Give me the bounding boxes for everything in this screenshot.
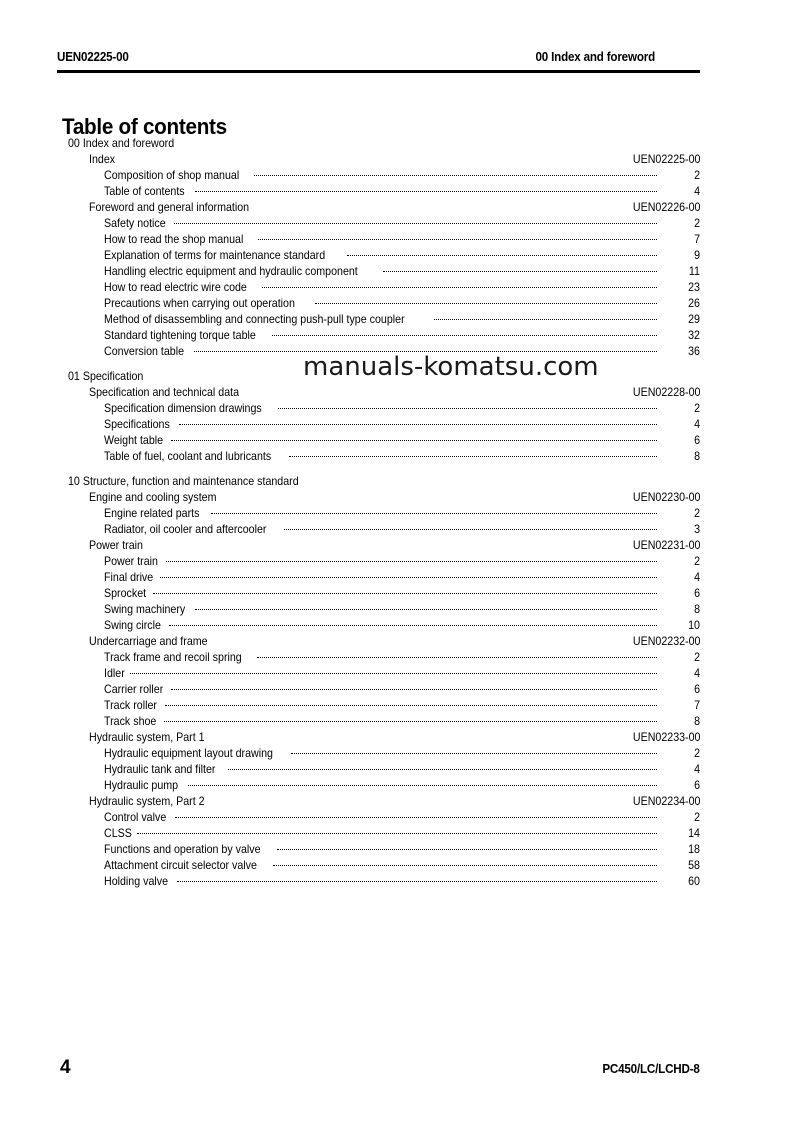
toc-form-code: UEN02232-00	[632, 635, 700, 648]
toc-entry-page-number: 2	[694, 217, 700, 230]
toc-subsection-label: Hydraulic system, Part 2	[89, 795, 205, 808]
toc-entry[interactable]	[0, 746, 793, 762]
toc-entry-label: Composition of shop manual	[104, 169, 240, 182]
watermark-text: manuals-komatsu.com	[303, 352, 599, 382]
toc-entry-page-number: 4	[694, 418, 700, 431]
toc-leader-dots	[195, 191, 657, 192]
table-of-contents	[0, 136, 793, 890]
toc-entry-page-number: 7	[694, 699, 700, 712]
toc-entry-label: Carrier roller	[104, 683, 164, 696]
toc-entry-page-number: 14	[688, 827, 700, 840]
toc-subsection-label: Power train	[89, 539, 143, 552]
toc-entry-label: Final drive	[104, 571, 154, 584]
toc-entry-page-number: 10	[688, 619, 700, 632]
toc-entry[interactable]	[0, 570, 793, 586]
toc-entry-page-number: 8	[694, 603, 700, 616]
toc-entry[interactable]	[0, 586, 793, 602]
toc-entry[interactable]	[0, 714, 793, 730]
toc-leader-dots	[262, 287, 657, 288]
toc-entry-page-number: 4	[694, 185, 700, 198]
toc-entry[interactable]	[0, 506, 793, 522]
toc-leader-dots	[171, 440, 657, 441]
toc-entry[interactable]	[0, 296, 793, 312]
toc-entry[interactable]	[0, 602, 793, 618]
toc-subsection-heading[interactable]	[0, 490, 793, 506]
toc-entry-label: Table of fuel, coolant and lubricants	[104, 450, 272, 463]
toc-entry-label: Functions and operation by valve	[104, 843, 261, 856]
toc-entry[interactable]	[0, 762, 793, 778]
toc-subsection-label: Index	[89, 153, 116, 166]
toc-leader-dots	[195, 609, 657, 610]
toc-leader-dots	[254, 175, 657, 176]
toc-leader-dots	[188, 785, 657, 786]
toc-entry[interactable]	[0, 417, 793, 433]
toc-leader-dots	[171, 689, 657, 690]
toc-entry-page-number: 9	[694, 249, 700, 262]
toc-leader-dots	[273, 865, 657, 866]
toc-entry[interactable]	[0, 554, 793, 570]
toc-entry-page-number: 7	[694, 233, 700, 246]
toc-entry-page-number: 4	[694, 763, 700, 776]
toc-subsection-label: Undercarriage and frame	[89, 635, 208, 648]
toc-leader-dots	[291, 753, 657, 754]
toc-entry[interactable]	[0, 826, 793, 842]
toc-entry-page-number: 6	[694, 683, 700, 696]
toc-entry[interactable]	[0, 650, 793, 666]
toc-entry-label: Safety notice	[104, 217, 166, 230]
toc-leader-dots	[284, 529, 657, 530]
toc-entry-page-number: 2	[694, 507, 700, 520]
toc-leader-dots	[289, 456, 657, 457]
toc-entry-page-number: 11	[688, 265, 700, 278]
toc-form-code: UEN02230-00	[632, 491, 700, 504]
toc-section-group	[0, 474, 793, 890]
toc-entry-label: Method of disassembling and connecting push-pull type coupler	[104, 313, 405, 326]
toc-entry-page-number: 2	[694, 651, 700, 664]
toc-entry-label: How to read the shop manual	[104, 233, 244, 246]
toc-entry[interactable]	[0, 810, 793, 826]
toc-entry[interactable]	[0, 618, 793, 634]
toc-leader-dots	[211, 513, 657, 514]
toc-entry-label: How to read electric wire code	[104, 281, 247, 294]
toc-entry-page-number: 2	[694, 555, 700, 568]
toc-entry[interactable]	[0, 264, 793, 280]
toc-entry-label: Specification dimension drawings	[104, 402, 262, 415]
footer-page-number: 4	[60, 1057, 71, 1078]
toc-leader-dots	[277, 849, 657, 850]
toc-entry[interactable]	[0, 522, 793, 538]
toc-entry-label: Attachment circuit selector valve	[104, 859, 257, 872]
toc-entry-label: Track roller	[104, 699, 157, 712]
toc-leader-dots	[166, 561, 657, 562]
toc-entry-label: Precautions when carrying out operation	[104, 297, 295, 310]
toc-leader-dots	[169, 625, 657, 626]
toc-entry[interactable]	[0, 682, 793, 698]
toc-entry-label: Track frame and recoil spring	[104, 651, 242, 664]
toc-entry-label: Swing machinery	[104, 603, 186, 616]
toc-section-label: 01 Specification	[68, 370, 144, 383]
toc-entry-page-number: 6	[694, 434, 700, 447]
toc-entry[interactable]	[0, 433, 793, 449]
toc-entry[interactable]	[0, 216, 793, 232]
toc-entry-page-number: 23	[688, 281, 700, 294]
toc-entry[interactable]	[0, 666, 793, 682]
toc-subsection-label: Foreword and general information	[89, 201, 250, 214]
toc-subsection-heading[interactable]	[0, 200, 793, 216]
toc-entry-label: Handling electric equipment and hydraulic component	[104, 265, 358, 278]
toc-entry-page-number: 8	[694, 450, 700, 463]
toc-leader-dots	[130, 673, 657, 674]
toc-entry-page-number: 8	[694, 715, 700, 728]
toc-entry-label: Table of contents	[104, 185, 185, 198]
toc-entry-page-number: 3	[694, 523, 700, 536]
toc-entry[interactable]	[0, 858, 793, 874]
toc-leader-dots	[434, 319, 657, 320]
toc-leader-dots	[164, 721, 657, 722]
toc-entry[interactable]	[0, 312, 793, 328]
toc-leader-dots	[257, 657, 657, 658]
toc-subsection-heading[interactable]	[0, 152, 793, 168]
toc-entry-label: Swing circle	[104, 619, 161, 632]
toc-form-code: UEN02226-00	[632, 201, 700, 214]
toc-leader-dots	[179, 424, 657, 425]
toc-entry[interactable]	[0, 698, 793, 714]
toc-leader-dots	[347, 255, 657, 256]
toc-subsection-heading[interactable]	[0, 385, 793, 401]
toc-subsection-label: Specification and technical data	[89, 386, 240, 399]
toc-entry-label: Sprocket	[104, 587, 147, 600]
toc-entry-label: Specifications	[104, 418, 170, 431]
toc-entry-label: Control valve	[104, 811, 167, 824]
toc-leader-dots	[165, 705, 657, 706]
toc-entry-page-number: 2	[694, 402, 700, 415]
footer-model-name: PC450/LC/LCHD-8	[602, 1062, 700, 1076]
toc-entry-label: Standard tightening torque table	[104, 329, 256, 342]
toc-entry-label: Idler	[104, 667, 125, 680]
toc-entry-label: Weight table	[104, 434, 164, 447]
toc-section-heading	[0, 474, 793, 490]
toc-entry[interactable]	[0, 248, 793, 264]
toc-leader-dots	[315, 303, 657, 304]
toc-entry-label: Radiator, oil cooler and aftercooler	[104, 523, 267, 536]
toc-entry-label: Conversion table	[104, 345, 185, 358]
toc-leader-dots	[153, 593, 657, 594]
toc-entry[interactable]	[0, 232, 793, 248]
toc-entry-page-number: 36	[688, 345, 700, 358]
toc-entry[interactable]	[0, 449, 793, 465]
toc-leader-dots	[174, 223, 657, 224]
toc-section-label: 10 Structure, function and maintenance standard	[68, 475, 299, 488]
toc-form-code: UEN02231-00	[632, 539, 700, 552]
toc-entry-label: Power train	[104, 555, 158, 568]
toc-entry-page-number: 58	[688, 859, 700, 872]
toc-entry-label: Hydraulic equipment layout drawing	[104, 747, 273, 760]
toc-leader-dots	[383, 271, 657, 272]
toc-entry-page-number: 60	[688, 875, 700, 888]
toc-entry-label: Engine related parts	[104, 507, 200, 520]
toc-entry[interactable]	[0, 280, 793, 296]
toc-entry-label: Holding valve	[104, 875, 169, 888]
toc-leader-dots	[175, 817, 657, 818]
toc-entry-page-number: 18	[688, 843, 700, 856]
toc-leader-dots	[177, 881, 657, 882]
toc-subsection-heading[interactable]	[0, 538, 793, 554]
toc-entry-page-number: 6	[694, 587, 700, 600]
page-title: Table of contents	[62, 113, 227, 139]
toc-entry-label: Track shoe	[104, 715, 157, 728]
toc-entry-page-number: 4	[694, 667, 700, 680]
toc-entry[interactable]	[0, 401, 793, 417]
toc-entry[interactable]	[0, 184, 793, 200]
page-header	[57, 50, 655, 64]
toc-section-group	[0, 369, 793, 465]
toc-subsection-heading[interactable]	[0, 794, 793, 810]
toc-form-code: UEN02228-00	[632, 386, 700, 399]
toc-leader-dots	[160, 577, 657, 578]
toc-entry-page-number: 2	[694, 811, 700, 824]
toc-entry-page-number: 29	[688, 313, 700, 326]
toc-entry-label: CLSS	[104, 827, 132, 840]
toc-leader-dots	[272, 335, 657, 336]
toc-form-code: UEN02234-00	[632, 795, 700, 808]
toc-leader-dots	[278, 408, 657, 409]
toc-entry-label: Explanation of terms for maintenance standard	[104, 249, 326, 262]
toc-entry-page-number: 6	[694, 779, 700, 792]
toc-entry-page-number: 26	[688, 297, 700, 310]
header-divider	[57, 70, 700, 73]
toc-entry[interactable]	[0, 328, 793, 344]
header-section-title: 00 Index and foreword	[535, 50, 655, 64]
toc-leader-dots	[228, 769, 657, 770]
toc-section-group	[0, 136, 793, 360]
header-form-code: UEN02225-00	[57, 50, 129, 64]
toc-leader-dots	[258, 239, 657, 240]
toc-leader-dots	[137, 833, 657, 834]
toc-entry[interactable]	[0, 874, 793, 890]
toc-subsection-heading[interactable]	[0, 730, 793, 746]
toc-section-label: 00 Index and foreword	[68, 137, 175, 150]
toc-entry-page-number: 4	[694, 571, 700, 584]
toc-entry-label: Hydraulic tank and filter	[104, 763, 216, 776]
toc-subsection-label: Hydraulic system, Part 1	[89, 731, 205, 744]
toc-entry-page-number: 2	[694, 169, 700, 182]
toc-entry-page-number: 32	[688, 329, 700, 342]
toc-subsection-label: Engine and cooling system	[89, 491, 217, 504]
toc-subsection-heading[interactable]	[0, 634, 793, 650]
toc-entry[interactable]	[0, 168, 793, 184]
toc-entry-label: Hydraulic pump	[104, 779, 179, 792]
toc-form-code: UEN02225-00	[632, 153, 700, 166]
toc-section-heading	[0, 136, 793, 152]
toc-form-code: UEN02233-00	[632, 731, 700, 744]
toc-entry[interactable]	[0, 842, 793, 858]
toc-entry[interactable]	[0, 778, 793, 794]
toc-entry-page-number: 2	[694, 747, 700, 760]
